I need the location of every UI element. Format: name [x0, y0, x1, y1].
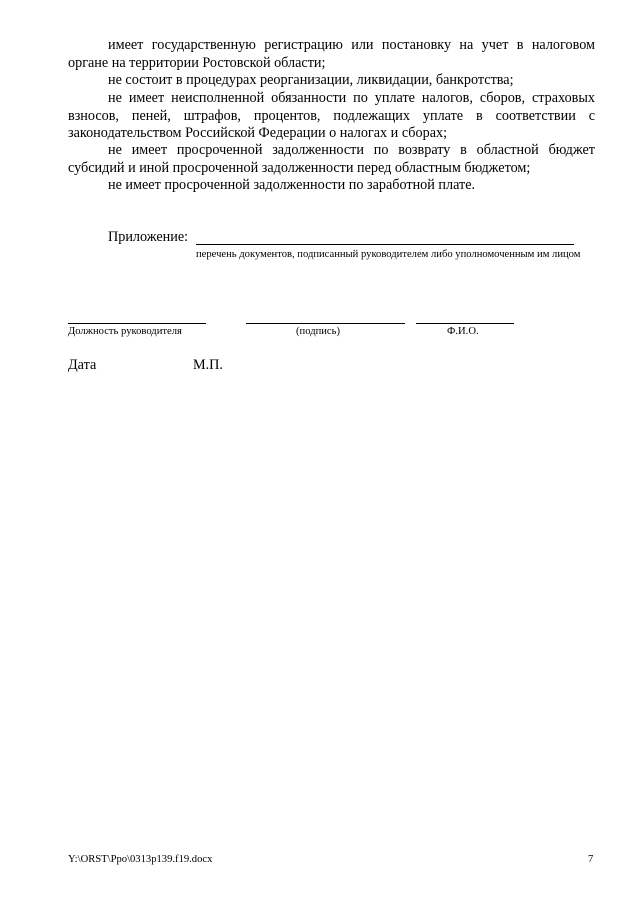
paragraph-text: имеет государственную регистрацию или постановку на учет в налоговом органе на территории Ростовской области;: [68, 37, 595, 71]
name-caption: Ф.И.О.: [447, 326, 479, 337]
paragraph-text: не имеет просроченной задолженности по заработной плате.: [108, 177, 476, 193]
stamp-label: М.П.: [193, 357, 223, 373]
paragraph-no-salary-debt: [68, 177, 595, 195]
paragraph-text: не имеет просроченной задолженности по возврату в областной бюджет субсидий и иной просроченной задолженности перед областным бюджетом;: [68, 142, 595, 176]
paragraph-tax-registration: [68, 37, 595, 72]
paragraph-no-tax-debt: [68, 90, 595, 143]
position-caption: Должность руководителя: [68, 326, 182, 337]
signature-caption: (подпись): [296, 326, 340, 337]
footer-page-number: 7: [588, 854, 594, 865]
name-underline: [416, 323, 514, 324]
paragraph-text: не состоит в процедурах реорганизации, ликвидации, банкротства;: [108, 72, 514, 88]
signature-underline: [246, 323, 405, 324]
paragraph-no-budget-debt: [68, 142, 595, 177]
paragraph-no-reorganization: [68, 72, 595, 90]
attachment-hint: перечень документов, подписанный руководителем либо уполномоченным им лицом: [196, 249, 581, 260]
position-underline: [68, 323, 206, 324]
footer-file-path: Y:\ORST\Ppo\0313p139.f19.docx: [68, 854, 213, 865]
attachment-underline: [196, 244, 574, 245]
paragraph-text: не имеет неисполненной обязанности по уплате налогов, сборов, страховых взносов, пеней, штрафов, процентов, подлежащих уплате в соответствии с законодательством Российской Федерации о налогах и сборах;: [68, 90, 595, 141]
date-label: Дата: [68, 357, 97, 373]
attachment-label: Приложение:: [108, 229, 189, 245]
